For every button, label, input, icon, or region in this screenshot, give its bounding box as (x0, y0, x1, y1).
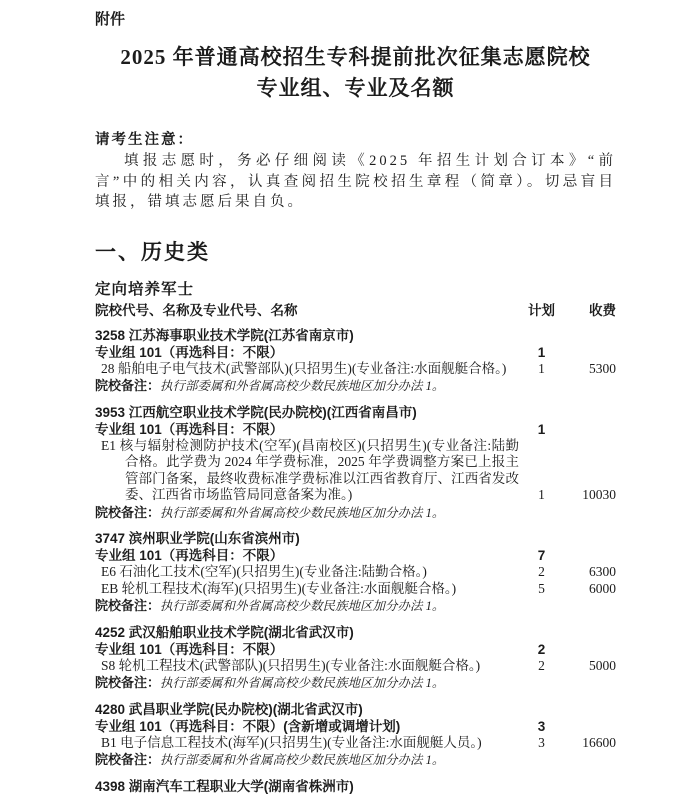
section-heading: 一、历史类 (95, 240, 210, 264)
major-plan: 3 (538, 734, 545, 750)
major-text: E1 核与辐射检测防护技术(空军)(昌南校区)(只招男生)(专业备注:陆勤合格。此学费为 2024 年学费标准，2025 年学费调整方案已上报主管部门备案，最终收费标准学费标准以江西省教育厅、江西省发改委、江西省市场监管局同意备案为准。) (101, 437, 519, 502)
institution-name: 3953 江西航空职业技术学院(民办院校)(江西省南昌市) (95, 404, 417, 420)
major-plan: 2 (538, 564, 545, 579)
institution-name: 4280 武昌职业学院(民办院校)(湖北省武汉市) (95, 701, 363, 717)
major-row (95, 581, 616, 598)
title-line-2: 专业组、专业及名额 (256, 76, 455, 100)
major-plan: 1 (538, 360, 545, 376)
institution-block (95, 327, 616, 396)
major-plan: 1 (538, 487, 545, 502)
remark-row (95, 377, 616, 396)
major-text: S8 轮机工程技术(武警部队)(只招男生)(专业备注:水面舰艇合格。) (101, 657, 481, 673)
group-label: 专业组 101（再选科目：不限） (95, 641, 284, 657)
column-plan-header: 计划 (528, 302, 555, 318)
major-fee: 16600 (582, 734, 616, 750)
remark-row (95, 504, 616, 523)
title-line-1: 2025 年普通高校招生专科提前批次征集志愿院校 (120, 45, 591, 69)
major-row (95, 658, 616, 675)
remark-text: 执行部委属和外省属高校少数民族地区加分办法 1。 (160, 599, 445, 613)
institution-block (95, 624, 616, 693)
institution-block (95, 530, 616, 616)
major-row (95, 361, 616, 378)
major-text: EB 轮机工程技术(海军)(只招男生)(专业备注:水面舰艇合格。) (101, 580, 457, 596)
major-plan: 5 (538, 580, 545, 596)
major-text: E6 石油化工技术(空军)(只招男生)(专业备注:陆勤合格。) (101, 564, 427, 579)
group-row (95, 641, 616, 658)
remark-label: 院校备注： (95, 378, 161, 393)
remark-row (95, 597, 616, 616)
institution-name: 3747 滨州职业学院(山东省滨州市) (95, 531, 300, 546)
institution-name: 4252 武汉船舶职业技术学院(湖北省武汉市) (95, 624, 354, 640)
group-row (95, 547, 616, 564)
group-row (95, 344, 616, 361)
remark-text: 执行部委属和外省属高校少数民族地区加分办法 1。 (160, 753, 445, 767)
remark-row (95, 674, 616, 693)
remark-row (95, 751, 616, 770)
table-header-row (95, 302, 616, 319)
remark-text: 执行部委属和外省属高校少数民族地区加分办法 1。 (160, 505, 445, 520)
major-fee: 5300 (589, 360, 616, 376)
column-name-header: 院校代号、名称及专业代号、名称 (95, 302, 298, 318)
group-plan: 2 (537, 641, 546, 657)
attachment-label: 附件 (95, 11, 126, 28)
group-row (95, 718, 616, 735)
group-label: 专业组 101（再选科目：不限）(含新增或调增计划) (95, 718, 401, 734)
remark-label: 院校备注： (95, 752, 161, 767)
group-plan: 1 (537, 421, 546, 437)
remark-label: 院校备注： (95, 504, 161, 520)
major-fee: 6000 (589, 580, 616, 596)
group-label: 专业组 101（再选科目：不限） (95, 421, 284, 437)
major-text: 28 船舶电子电气技术(武警部队)(只招男生)(专业备注:水面舰艇合格。) (101, 360, 507, 376)
major-row (95, 735, 616, 752)
group-plan: 7 (537, 548, 546, 563)
major-fee: 10030 (582, 487, 616, 502)
institution-block (95, 701, 616, 770)
notice-heading: 请考生注意： (95, 132, 194, 148)
subsection-heading: 定向培养军士 (95, 280, 195, 298)
column-fee-header: 收费 (589, 302, 616, 318)
document-title (95, 42, 616, 104)
group-row (95, 421, 616, 438)
group-plan: 3 (537, 718, 546, 734)
major-plan: 2 (538, 657, 545, 673)
remark-label: 院校备注： (95, 598, 161, 613)
group-label: 专业组 101（再选科目：不限） (95, 344, 284, 360)
group-label: 专业组 101（再选科目：不限） (95, 548, 284, 563)
remark-text: 执行部委属和外省属高校少数民族地区加分办法 1。 (160, 379, 445, 393)
notice-body: 填报志愿时，务必仔细阅读《2025 年招生计划合订本》“前言”中的相关内容，认真查阅招生院校招生章程（简章）。切忌盲目填报，错填志愿后果自负。 (95, 153, 616, 210)
institution-block (95, 778, 616, 795)
major-fee: 6300 (589, 564, 616, 579)
institution-block (95, 404, 616, 523)
group-plan: 1 (537, 344, 546, 360)
major-row (95, 438, 616, 504)
institution-name: 3258 江苏海事职业技术学院(江苏省南京市) (95, 327, 354, 343)
remark-label: 院校备注： (95, 675, 161, 690)
remark-text: 执行部委属和外省属高校少数民族地区加分办法 1。 (160, 676, 445, 690)
institution-name: 4398 湖南汽车工程职业大学(湖南省株洲市) (95, 778, 354, 794)
major-text: B1 电子信息工程技术(海军)(只招男生)(专业备注:水面舰艇人员。) (101, 734, 482, 750)
major-fee: 5000 (589, 657, 616, 673)
major-row (95, 564, 616, 581)
